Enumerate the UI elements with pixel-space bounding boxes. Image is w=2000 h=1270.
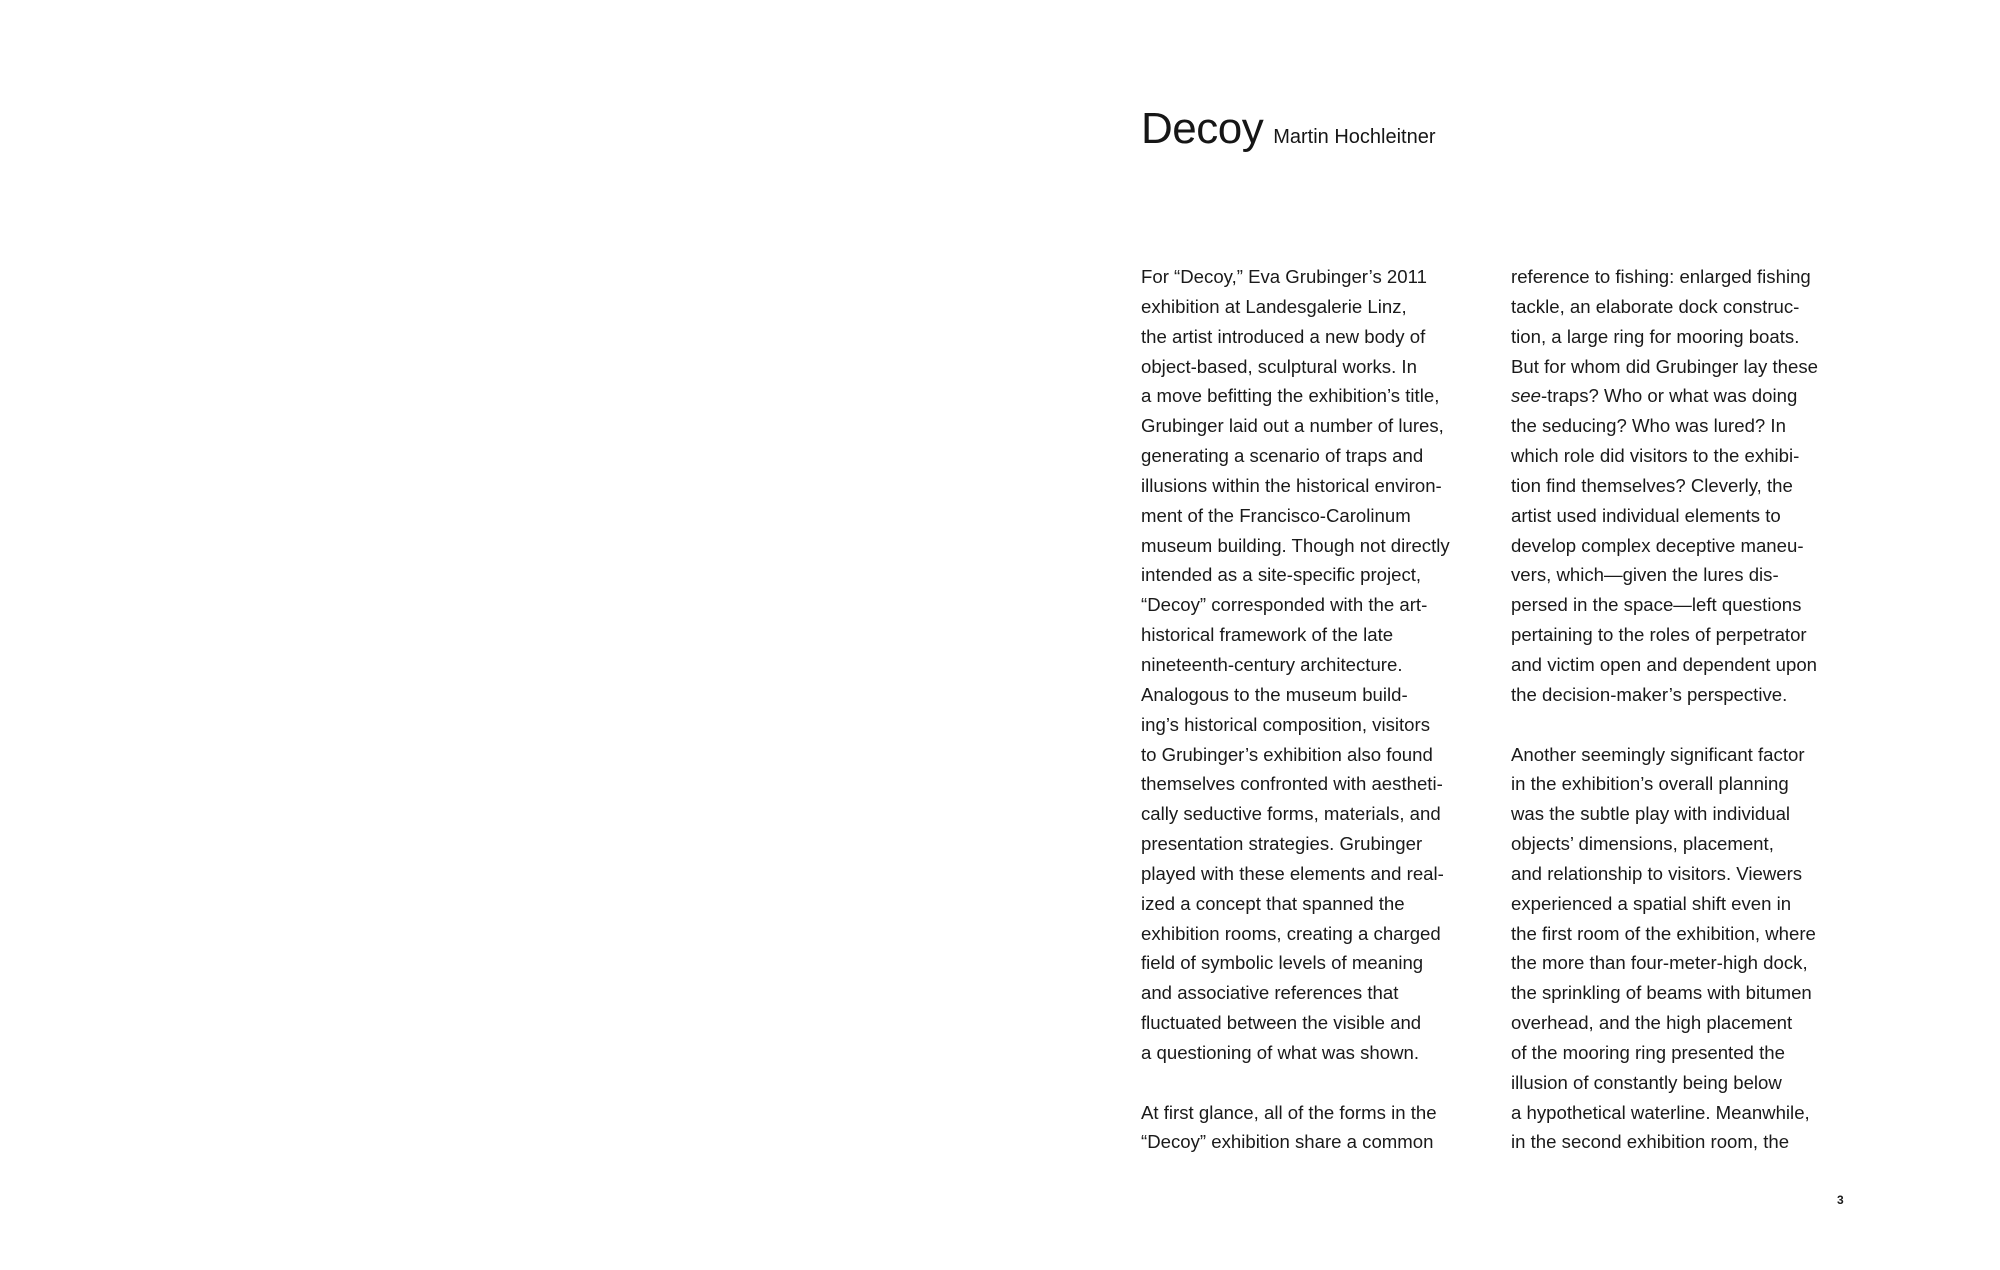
text-line: a hypothetical waterline. Meanwhile, <box>1511 1101 1810 1123</box>
text-line: develop complex deceptive maneu- <box>1511 534 1804 556</box>
paragraph-spacer <box>1511 710 1881 740</box>
text-line: tackle, an elaborate dock construc- <box>1511 295 1800 317</box>
text-line: presentation strategies. Grubinger <box>1141 833 1423 855</box>
text-line: the artist introduced a new body of <box>1141 325 1426 347</box>
text-line: field of symbolic levels of meaning <box>1141 952 1424 974</box>
text-column-1 <box>1141 262 1501 1157</box>
text-line: museum building. Though not directly <box>1141 534 1450 556</box>
text-line: Grubinger laid out a number of lures, <box>1141 415 1444 437</box>
text-line: in the exhibition’s overall planning <box>1511 773 1789 795</box>
right-page <box>1000 0 2000 1270</box>
page-number: 3 <box>1837 1193 1844 1207</box>
text-line: “Decoy” exhibition share a common <box>1141 1131 1434 1153</box>
text-line: ment of the Francisco-Carolinum <box>1141 504 1411 526</box>
italic-word: see <box>1511 385 1541 407</box>
text-line: artist used individual elements to <box>1511 504 1781 526</box>
text-line: in the second exhibition room, the <box>1511 1131 1790 1153</box>
text-line: the sprinkling of beams with bitumen <box>1511 982 1812 1004</box>
text-line: objects’ dimensions, placement, <box>1511 833 1774 855</box>
text-line: was the subtle play with individual <box>1511 803 1791 825</box>
text-line-with-italic <box>1511 381 1881 411</box>
text-line: But for whom did Grubinger lay these <box>1511 355 1818 377</box>
text-line: themselves confronted with aestheti- <box>1141 773 1443 795</box>
text-line: tion, a large ring for mooring boats. <box>1511 325 1800 347</box>
text-line: historical framework of the late <box>1141 624 1394 646</box>
text-line: pertaining to the roles of perpetrator <box>1511 624 1807 646</box>
text-line: cally seductive forms, materials, and <box>1141 803 1441 825</box>
paragraph <box>1511 740 1881 1158</box>
text-line: of the mooring ring presented the <box>1511 1041 1785 1063</box>
text-line: a questioning of what was shown. <box>1141 1041 1420 1063</box>
text-line: which role did visitors to the exhibi- <box>1511 445 1800 467</box>
text-line: and relationship to visitors. Viewers <box>1511 862 1803 884</box>
text-line: “Decoy” corresponded with the art- <box>1141 594 1428 616</box>
article-title: Decoy <box>1141 104 1264 153</box>
text-line: exhibition at Landesgalerie Linz, <box>1141 295 1407 317</box>
text-line: illusion of constantly being below <box>1511 1071 1782 1093</box>
text-line: the first room of the exhibition, where <box>1511 922 1816 944</box>
text-line: played with these elements and real- <box>1141 862 1444 884</box>
text-line: illusions within the historical environ- <box>1141 474 1442 496</box>
text-line: reference to fishing: enlarged fishing <box>1511 266 1811 287</box>
text-line: vers, which—given the lures dis- <box>1511 564 1779 586</box>
text-line: nineteenth-century architecture. <box>1141 653 1403 675</box>
text-line-rest: -traps? Who or what was doing <box>1540 385 1798 407</box>
text-line: tion find themselves? Cleverly, the <box>1511 474 1793 496</box>
paragraph <box>1141 262 1501 1068</box>
text-line: ized a concept that spanned the <box>1141 892 1405 914</box>
text-line: generating a scenario of traps and <box>1141 445 1424 467</box>
text-line: persed in the space—left questions <box>1511 594 1802 616</box>
article-author: Martin Hochleitner <box>1273 126 1436 148</box>
text-line: object-based, sculptural works. In <box>1141 355 1417 377</box>
text-column-2 <box>1511 262 1881 1157</box>
text-line: ing’s historical composition, visitors <box>1141 713 1431 735</box>
text-line: to Grubinger’s exhibition also found <box>1141 743 1433 765</box>
text-line: experienced a spatial shift even in <box>1511 892 1792 914</box>
text-line: For “Decoy,” Eva Grubinger’s 2011 <box>1141 266 1427 287</box>
text-line: and associative references that <box>1141 982 1399 1004</box>
text-line: Analogous to the museum build- <box>1141 683 1408 705</box>
paragraph <box>1511 262 1881 710</box>
text-line: a move befitting the exhibition’s title, <box>1141 385 1440 407</box>
text-line: the seducing? Who was lured? In <box>1511 415 1786 437</box>
text-line: the more than four-meter-high dock, <box>1511 952 1808 974</box>
article-header <box>1141 104 1436 154</box>
text-line: fluctuated between the visible and <box>1141 1012 1422 1034</box>
text-line: At first glance, all of the forms in the <box>1141 1101 1437 1123</box>
text-line: and victim open and dependent upon <box>1511 653 1818 675</box>
text-line: the decision-maker’s perspective. <box>1511 683 1788 705</box>
text-line: Another seemingly significant factor <box>1511 743 1805 765</box>
text-line: exhibition rooms, creating a charged <box>1141 922 1441 944</box>
text-line: intended as a site-specific project, <box>1141 564 1422 586</box>
paragraph-spacer <box>1141 1068 1501 1098</box>
paragraph <box>1141 1098 1501 1158</box>
text-line: overhead, and the high placement <box>1511 1012 1793 1034</box>
